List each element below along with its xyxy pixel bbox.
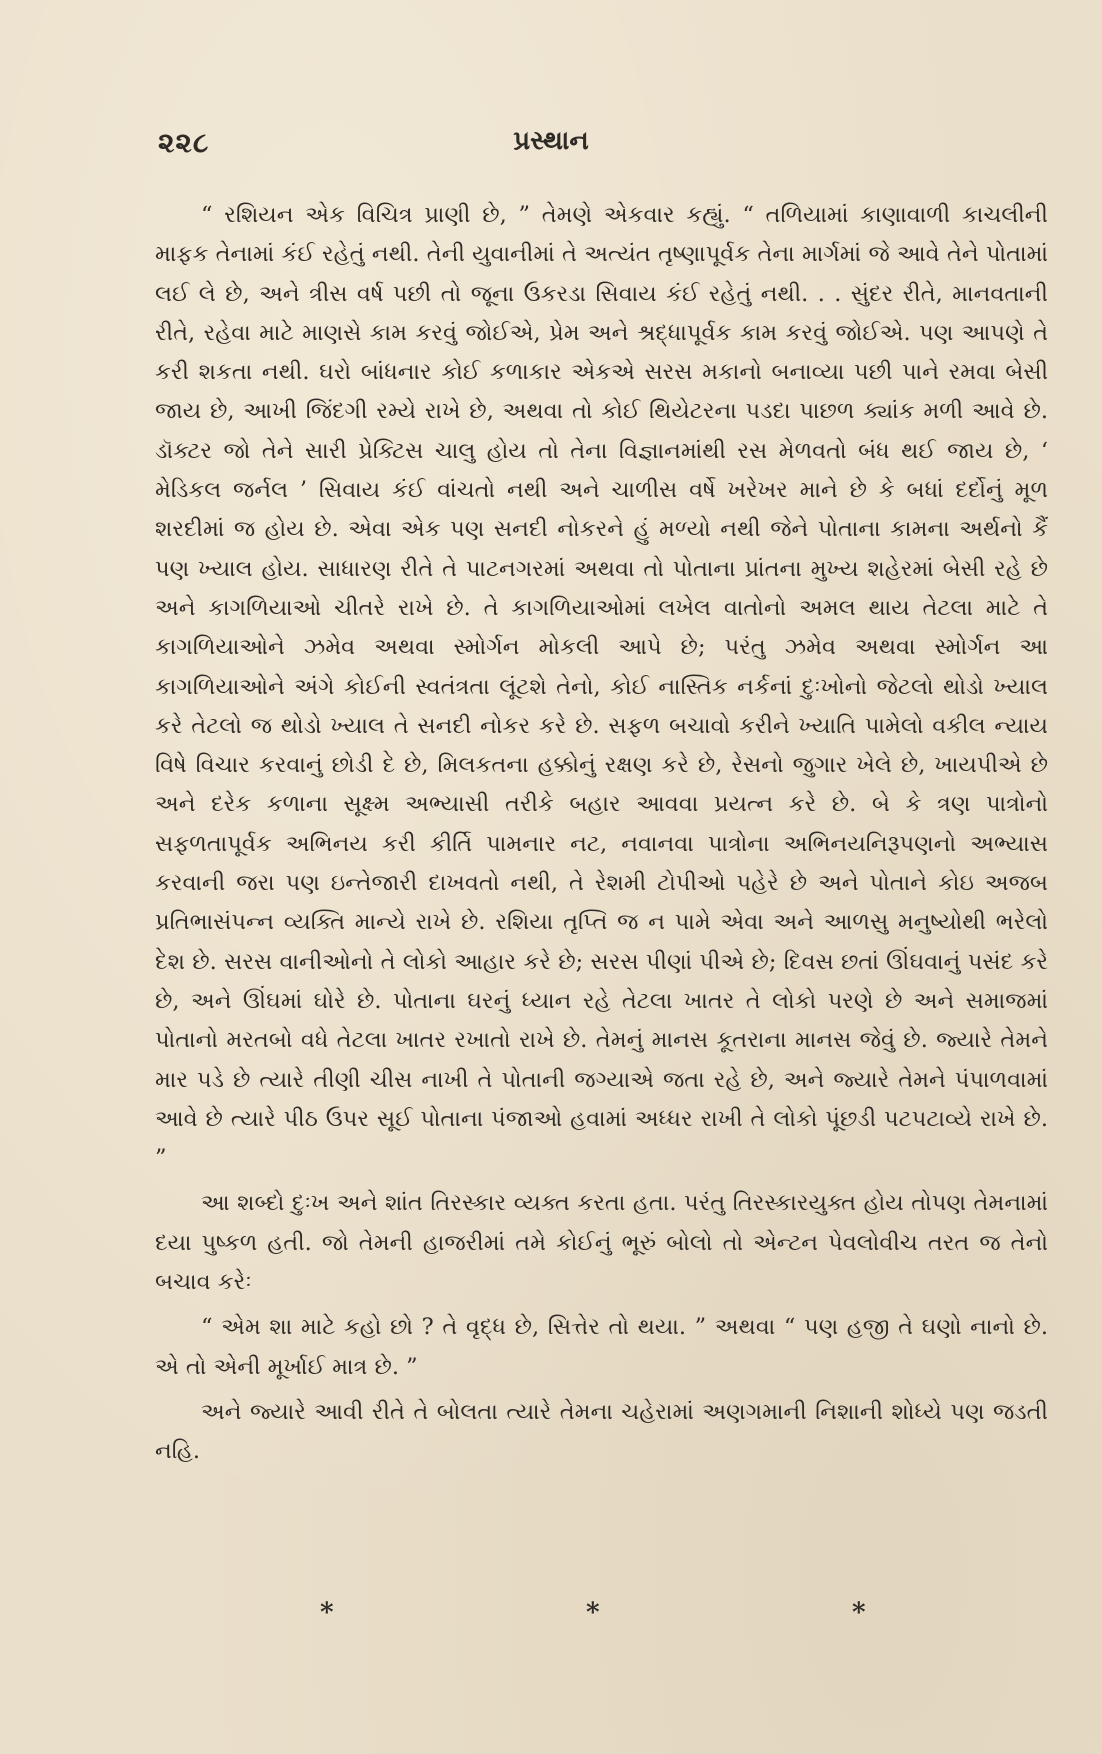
paragraph-4: અને જ્યારે આવી રીતે તે બોલતા ત્યારે તેમના ચહેરામાં અણગમાની નિશાની શોધ્યે પણ જડતી નહિ. <box>155 1398 1048 1465</box>
paragraph-1: “ રશિયન એક વિચિત્ર પ્રાણી છે, ” તેમણે એકવાર કહ્યું. “ તળિયામાં કાણાવાળી કાચલીની માફક તેનામાં કંઈ રહેતું નથી. તેની યુવાનીમાં તે અત્યંત તૃષ્ણાપૂર્વક તેના માર્ગમાં જે આવે તેને પોતામાં લઈ લે છે, અને ત્રીસ વર્ષ પછી તો જૂના ઉકરડા સિવાય કંઈ રહેતું નથી. . . સુંદર રીતે, માનવતાની રીતે, રહેવા માટે માણસે કામ કરવું જોઈએ, પ્રેમ અને શ્રદ્ધાપૂર્વક કામ કરવું જોઈએ. પણ આપણે તે કરી શકતા નથી. ઘરો બાંધનાર કોઈ કળાકાર એકએ સરસ મકાનો બનાવ્યા પછી પાને રમવા બેસી જાય છે, આખી જિંદગી રમ્યે રાખે છે, અથવા તો કોઈ થિયેટરના પડદા પાછળ ક્યાંક મળી આવે છે. ડૉક્ટર જો તેને સારી પ્રેક્ટિસ ચાલુ હોય તો તેના વિજ્ઞાનમાંથી રસ મેળવતો બંધ થઈ જાય છે, ‘ મેડિકલ જર્નલ ’ સિવાય કંઈ વાંચતો નથી અને ચાળીસ વર્ષે ખરેખર માને છે કે બધાં દર્દોનું મૂળ શરદીમાં જ હોય છે. એવા એક પણ સનદી નોકરને હું મળ્યો નથી જેને પોતાના કામના અર્થનો કૈં પણ ખ્યાલ હોય. સાધારણ રીતે તે પાટનગરમાં અથવા તો પોતાના પ્રાંતના મુખ્ય શહેરમાં બેસી રહે છે અને કાગળિયાઓ ચીતરે રાખે છે. તે કાગળિયાઓમાં લખેલ વાતોનો અમલ થાય તેટલા માટે તે કાગળિયાઓને ઝમેવ અથવા સ્મોર્ગન મોકલી આપે છે; પરંતુ ઝમેવ અથવા સ્મોર્ગન આ કાગળિયાઓને અંગે કોઈની સ્વતંત્રતા લૂંટશે તેનો, કોઈ નાસ્તિક નર્કનાં દુઃખોનો જેટલો થોડો ખ્યાલ કરે તેટલો જ થોડો ખ્યાલ તે સનદી નોકર કરે છે. સફળ બચાવો કરીને ખ્યાતિ પામેલો વકીલ ન્યાય વિષે વિચાર કરવાનું છોડી દે છે, મિલકતના હક્કોનું રક્ષણ કરે છે, રેસનો જુગાર ખેલે છે, ખાયપીએ છે અને દરેક કળાના સૂક્ષ્મ અભ્યાસી તરીકે બહાર આવવા પ્રયત્ન કરે છે. બે કે ત્રણ પાત્રોનો સફળતાપૂર્વક અભિનય કરી કીર્તિ પામનાર નટ, નવાનવા પાત્રોના અભિનયનિરૂપણનો અભ્યાસ કરવાની જરા પણ ઇન્તેજારી દાખવતો નથી, તે રેશમી ટોપીઓ પહેરે છે અને પોતાને કોઇ અજબ પ્રતિભાસંપન્ન વ્યક્તિ માન્યે રાખે છે. રશિયા તૃપ્તિ જ ન પામે એવા અને આળસુ મનુષ્યોથી ભરેલો દેશ છે. સરસ વાનીઓનો તે લોકો આહાર કરે છે; સરસ પીણાં પીએ છે; દિવસ છતાં ઊંઘવાનું પસંદ કરે છે, અને ઊંઘમાં ઘોરે છે. પોતાના ઘરનું ધ્યાન રહે તેટલા ખાતર તે લોકો પરણે છે અને સમાજમાં પોતાનો મરતબો વધે તેટલા ખાતર રખાતો રાખે છે. તેમનું માનસ કૂતરાના માનસ જેવું છે. જ્યારે તેમને માર પડે છે ત્યારે તીણી ચીસ નાખી તે પોતાની જગ્યાએ જતા રહે છે, અને જ્યારે તેમને પંપાળવામાં આવે છે ત્યારે પીઠ ઉપર સૂઈ પોતાના પંજાઓ હવામાં અધ્ધર રાખી તે લોકો પૂંછડી પટપટાવ્યે રાખે છે. ” <box>155 202 1048 1172</box>
separator-star: * <box>852 1598 866 1628</box>
paragraph-3: “ એમ શા માટે કહો છો ? તે વૃદ્ધ છે, સિત્તેર તો થયા. ” અથવા “ પણ હજી તે ઘણો નાનો છે. એ તો એની મૂર્ખાઈ માત્ર છે. ” <box>155 1314 1048 1380</box>
running-title: પ્રસ્થાન <box>513 126 589 156</box>
paragraph-2: આ શબ્દો દુઃખ અને શાંત તિરસ્કાર વ્યક્ત કરતા હતા. પરંતુ તિરસ્કારયુક્ત હોય તોપણ તેમનામાં દયા પુષ્કળ હતી. જો તેમની હાજરીમાં તમે કોઈનું ભૂરું બોલો તો એન્ટન પેવલોવીચ તરત જ તેનો બચાવ કરેઃ <box>155 1190 1048 1296</box>
section-separator <box>0 1598 1102 1638</box>
body-text <box>155 196 1048 1478</box>
separator-star: * <box>320 1598 334 1628</box>
page-number: ૨૨૮ <box>158 126 210 159</box>
separator-star: * <box>586 1598 600 1628</box>
